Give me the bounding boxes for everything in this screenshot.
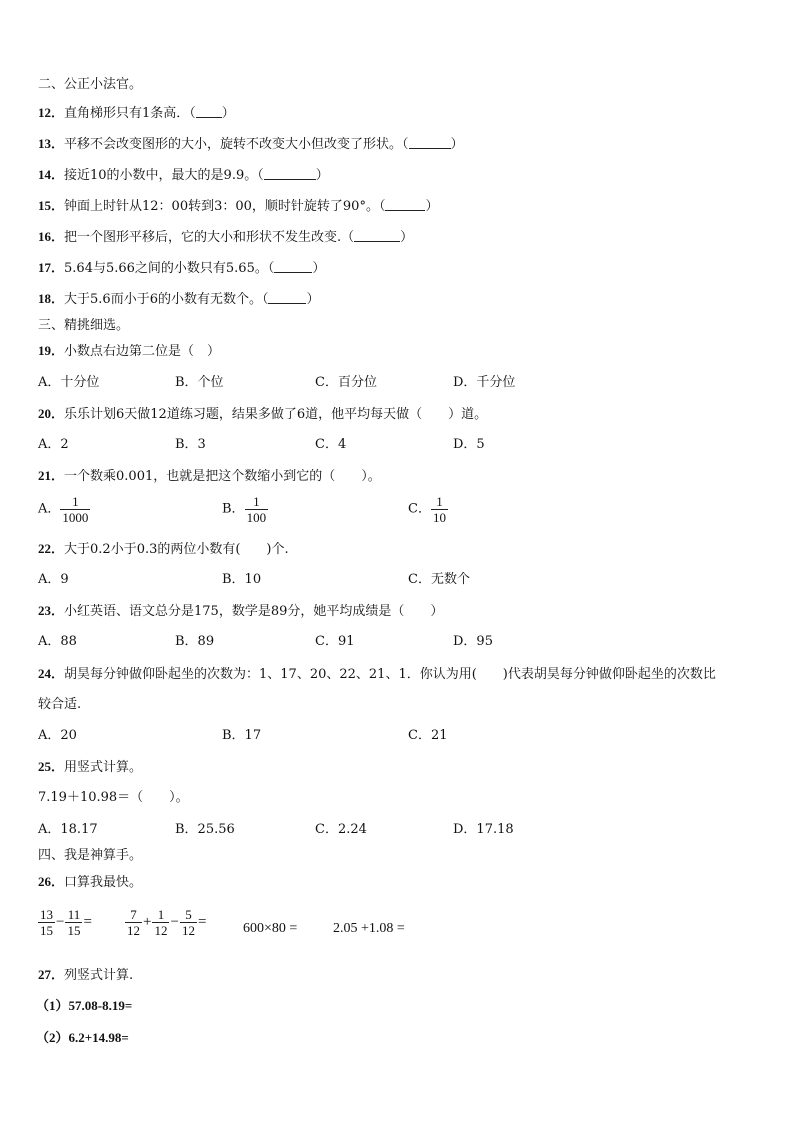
question-18: 18．大于5.6而小于6的小数有无数个。（ ） xyxy=(38,291,320,307)
option-c[interactable]: C．4 xyxy=(315,437,347,452)
mental-math-fraction-1: $\frac{13}{15}$ − $\frac{11}{15}$ = xyxy=(40,907,92,938)
option-a[interactable]: A．18.17 xyxy=(38,822,98,837)
option-a[interactable]: A．88 xyxy=(38,634,77,649)
question-23: 23．小红英语、语文总分是175，数学是89分，她平均成绩是（ ） xyxy=(38,603,444,619)
question-17: 17．5.64与5.66之间的小数只有5.65。（ ） xyxy=(38,260,326,276)
question-24-continued: 较合适. xyxy=(38,697,82,712)
question-26: 26．口算我最快。 xyxy=(38,874,143,890)
question-22: 22．大于0.2小于0.3的两位小数有( )个. xyxy=(38,541,289,557)
option-c[interactable]: C．无数个 xyxy=(408,572,470,587)
option-b[interactable]: B．3 xyxy=(175,437,206,452)
answer-blank[interactable] xyxy=(268,291,306,304)
option-d[interactable]: D．17.18 xyxy=(453,822,514,837)
option-a[interactable]: A．十分位 xyxy=(38,375,100,390)
answer-blank[interactable] xyxy=(385,198,425,211)
mental-math-fraction-2: $\frac{7}{12}$ + $\frac{1}{12}$ − $\frac{5}{12}$ = xyxy=(127,907,207,938)
question-15: 15．钟面上时针从12：00转到3：00，顺时针旋转了90°。（ ） xyxy=(38,198,439,214)
answer-blank[interactable] xyxy=(196,105,222,118)
option-a[interactable]: A．2 xyxy=(38,437,69,452)
option-c[interactable]: C．百分位 xyxy=(315,375,377,390)
question-14: 14．接近10的小数中，最大的是9.9。（ ） xyxy=(38,167,329,183)
section-title: 二、公正小法官。 xyxy=(38,77,143,92)
question-20: 20．乐乐计划6天做12道练习题，结果多做了6道，他平均每天做（ ）道。 xyxy=(38,406,488,422)
option-a[interactable]: A．20 xyxy=(38,728,77,743)
question-16: 16．把一个图形平移后，它的大小和形状不发生改变.（ ） xyxy=(38,229,414,245)
option-c[interactable]: C．91 xyxy=(315,634,355,649)
fraction: $\frac{1}{100}$ xyxy=(246,494,267,525)
question-25: 25．用竖式计算。 xyxy=(38,759,143,775)
calc-item: （1）57.08-8.19= xyxy=(36,998,133,1013)
mental-math-expression-3: 600×80 = xyxy=(243,921,298,936)
option-c[interactable]: C． $\frac{1}{10}$ xyxy=(408,494,446,525)
section-title: 四、我是神算手。 xyxy=(38,848,143,863)
option-c[interactable]: C．21 xyxy=(408,728,448,743)
question-13: 13．平移不会改变图形的大小，旋转不改变大小但改变了形状。（ ） xyxy=(38,136,464,152)
calc-item: （2）6.2+14.98= xyxy=(36,1030,129,1045)
answer-blank[interactable] xyxy=(354,229,400,242)
fraction: $\frac{1}{1000}$ xyxy=(62,494,89,525)
mental-math-expression-4: 2.05 +1.08 = xyxy=(333,921,405,936)
question-12: 12．直角梯形只有1条高．（ ） xyxy=(38,105,235,121)
answer-blank[interactable] xyxy=(264,167,316,180)
option-b[interactable]: B．17 xyxy=(222,728,262,743)
answer-blank[interactable] xyxy=(409,136,451,149)
option-c[interactable]: C．2.24 xyxy=(315,822,367,837)
option-d[interactable]: D．千分位 xyxy=(453,375,516,390)
question-25-expression: 7.19＋10.98＝（ ）。 xyxy=(38,790,189,805)
option-d[interactable]: D．5 xyxy=(453,437,485,452)
question-19: 19．小数点右边第二位是（ ） xyxy=(38,343,221,359)
question-27: 27．列竖式计算. xyxy=(38,967,134,983)
option-d[interactable]: D．95 xyxy=(453,634,493,649)
question-21: 21．一个数乘0.001，也就是把这个数缩小到它的（ ）。 xyxy=(38,468,381,484)
option-a[interactable]: A． $\frac{1}{1000}$ xyxy=(38,494,89,525)
option-b[interactable]: B．25.56 xyxy=(175,822,235,837)
answer-blank[interactable] xyxy=(274,260,312,273)
fraction: $\frac{1}{10}$ xyxy=(432,494,446,525)
option-b[interactable]: B．89 xyxy=(175,634,215,649)
section-title: 三、精挑细选。 xyxy=(38,318,130,333)
option-a[interactable]: A．9 xyxy=(38,572,69,587)
option-b[interactable]: B．个位 xyxy=(175,375,224,390)
option-b[interactable]: B． $\frac{1}{100}$ xyxy=(222,494,267,525)
option-b[interactable]: B．10 xyxy=(222,572,262,587)
question-24: 24．胡昊每分钟做仰卧起坐的次数为：1、17、20、22、21、1．你认为用( )代表胡昊每分钟做仰卧起坐的次数比 xyxy=(38,666,716,682)
